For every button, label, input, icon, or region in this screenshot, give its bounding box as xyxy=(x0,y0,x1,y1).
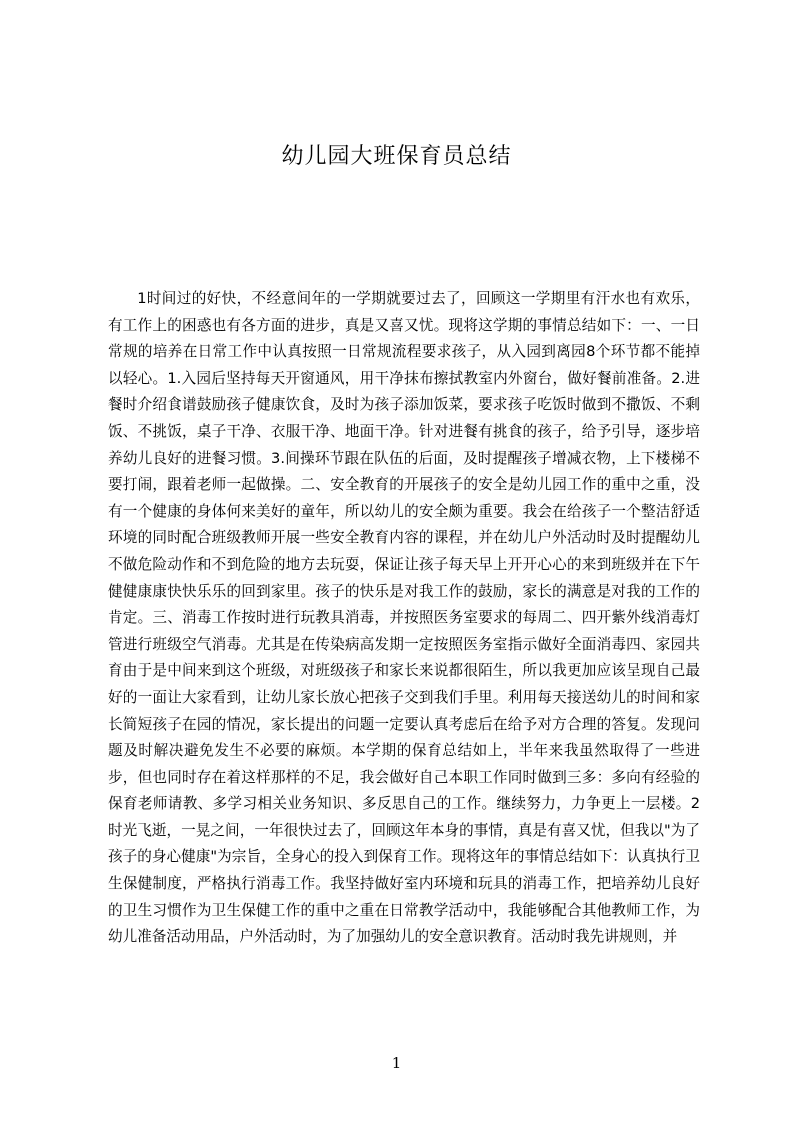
page-number: 1 xyxy=(391,1054,402,1072)
body-paragraph: 1时间过的好快，不经意间年的一学期就要过去了，回顾这一学期里有汗水也有欢乐，有工作上的困惑也有各方面的进步，真是又喜又忧。现将这学期的事情总结如下：一、一日常规的培养在日常工作中认真按照一日常规流程要求孩子，从入园到离园8个环节都不能掉以轻心。1.入园后坚持每天开窗通风，用干净抹布擦拭教室内外窗台，做好餐前准备。2.进餐时介绍食谱鼓励孩子健康饮食，及时为孩子添加饭菜，要求孩子吃饭时做到不撒饭、不剩饭、不挑饭，桌子干净、衣服干净、地面干净。针对进餐有挑食的孩子，给予引导，逐步培养幼儿良好的进餐习惯。3.间操环节跟在队伍的后面，及时提醒孩子增减衣物，上下楼梯不要打闹，跟着老师一起做操。二、安全教育的开展孩子的安全是幼儿园工作的重中之重，没有一个健康的身体何来美好的童年，所以幼儿的安全颇为重要。我会在给孩子一个整洁舒适环境的同时配合班级教师开展一些安全教育内容的课程，并在幼儿户外活动时及时提醒幼儿不做危险动作和不到危险的地方去玩耍，保证让孩子每天早上开开心心的来到班级并在下午健健康康快快乐乐的回到家里。孩子的快乐是对我工作的鼓励，家长的满意是对我的工作的肯定。三、消毒工作按时进行玩教具消毒，并按照医务室要求的每周二、四开紫外线消毒灯管进行班级空气消毒。尤其是在传染病高发期一定按照医务室指示做好全面消毒四、家园共育由于是中间来到这个班级，对班级孩子和家长来说都很陌生，所以我更加应该呈现自己最好的一面让大家看到，让幼儿家长放心把孩子交到我们手里。利用每天接送幼儿的时间和家长简短孩子在园的情况，家长提出的问题一定要认真考虑后在给予对方合理的答复。发现问题及时解决避免发生不必要的麻烦。本学期的保育总结如上，半年来我虽然取得了一些进步，但也同时存在着这样那样的不足，我会做好自己本职工作同时做到三多：多向有经验的保育老师请教、多学习相关业务知识、多反思自己的工作。继续努力，力争更上一层楼。2时光飞逝，一晃之间，一年很快过去了，回顾这年本身的事情，真是有喜又忧，但我以"为了孩子的身心健康"为宗旨，全身心的投入到保育工作。现将这年的事情总结如下：认真执行卫生保健制度，严格执行消毒工作。我坚持做好室内环境和玩具的消毒工作，把培养幼儿良好的卫生习惯作为卫生保健工作的重中之重在日常教学活动中，我能够配合其他教师工作，为幼儿准备活动用品，户外活动时，为了加强幼儿的安全意识教育。活动时我先讲规则，并 xyxy=(108,290,700,946)
document-title: 幼儿园大班保育员总结 xyxy=(281,144,512,169)
